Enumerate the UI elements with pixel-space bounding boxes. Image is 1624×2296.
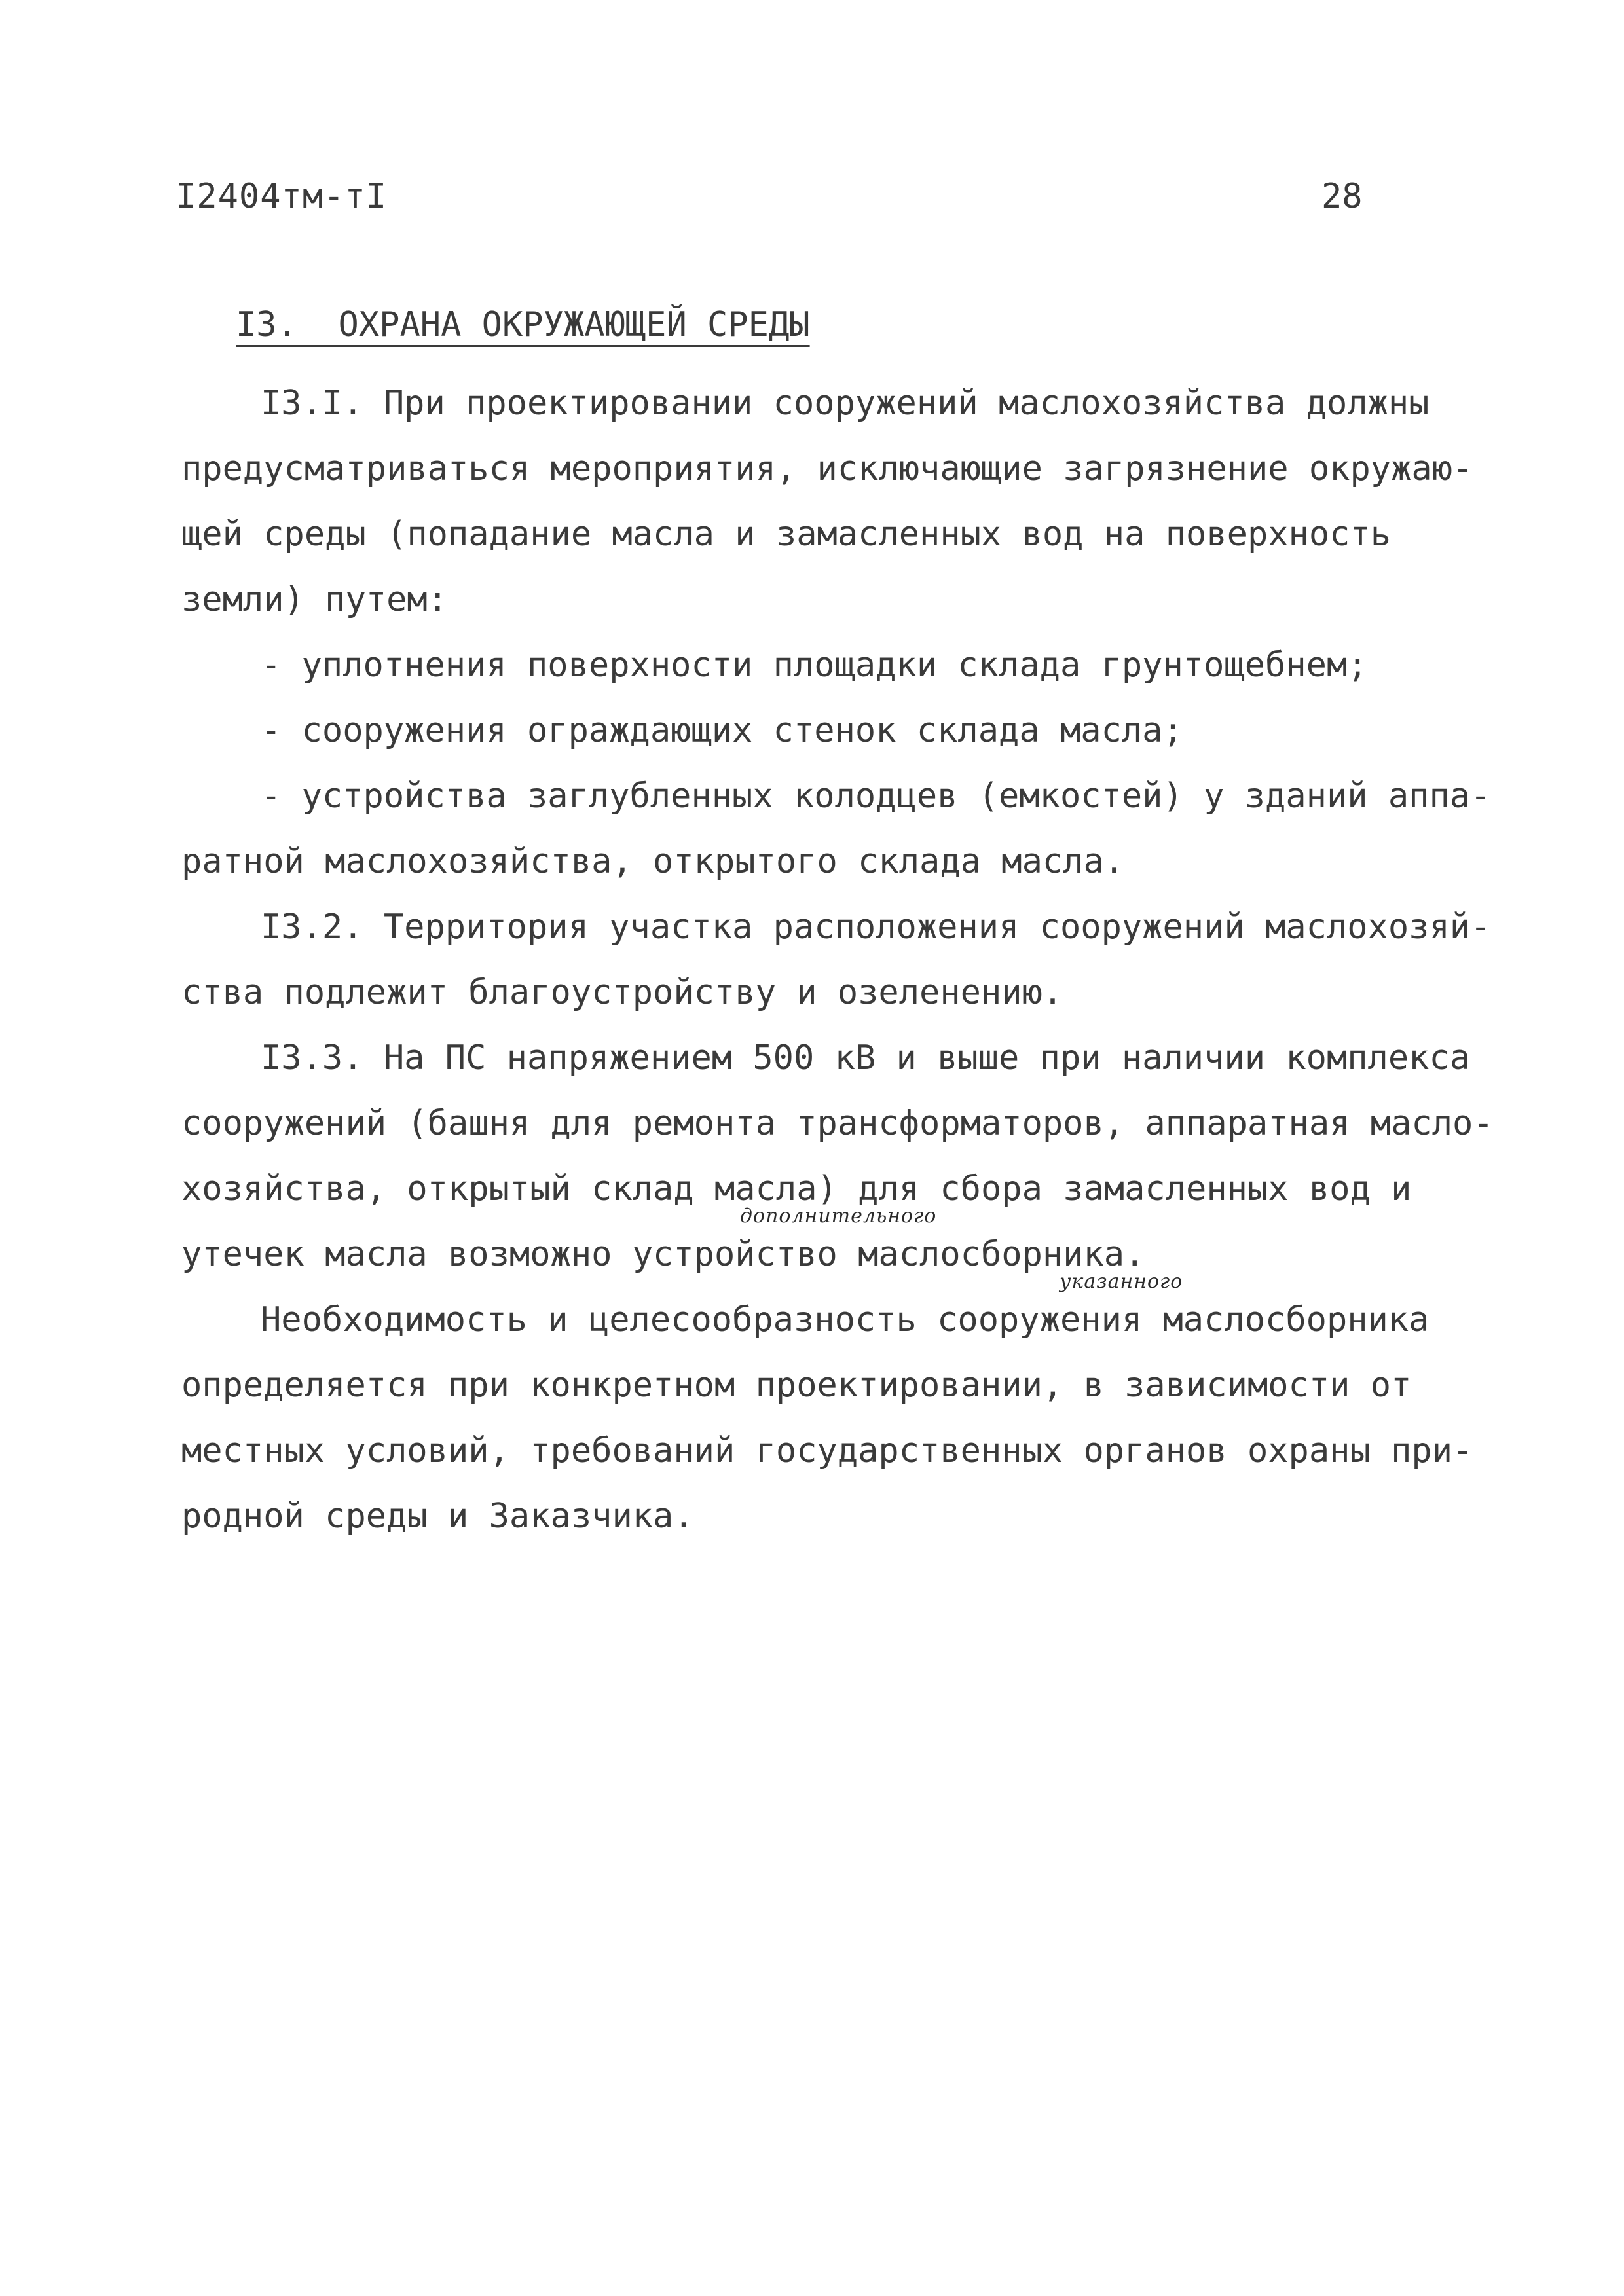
paragraph-line: ства подлежит благоустройству и озеленению. bbox=[181, 973, 1063, 1012]
paragraph-line: земли) путем: bbox=[181, 580, 448, 619]
paragraph-line: I3.I. При проектировании сооружений маслохозяйства должны bbox=[261, 384, 1430, 423]
section-heading: I3. ОХРАНА ОКРУЖАЮЩЕЙ СРЕДЫ bbox=[236, 305, 810, 344]
paragraph-line: I3.2. Территория участка расположения сооружений маслохозяй- bbox=[261, 907, 1491, 947]
list-item: - уплотнения поверхности площадки склада грунтощебнем; bbox=[261, 646, 1368, 685]
list-item: - сооружения ограждающих стенок склада масла; bbox=[261, 711, 1183, 750]
paragraph-line: утечек масла возможно устройство маслосборника. bbox=[181, 1235, 1145, 1274]
paragraph-line: родной среды и Заказчика. bbox=[181, 1497, 694, 1536]
paragraph-line: I3.3. На ПС напряжением 500 кВ и выше при наличии комплекса bbox=[261, 1038, 1471, 1078]
paragraph-line: Необходимость и целесообразность сооружения маслосборника bbox=[261, 1300, 1430, 1339]
paragraph-line: ратной маслохозяйства, открытого склада масла. bbox=[181, 842, 1125, 881]
paragraph-line: сооружений (башня для ремонта трансформаторов, аппаратная масло- bbox=[181, 1104, 1494, 1143]
paragraph-line: предусматриваться мероприятия, исключающие загрязнение окружаю- bbox=[181, 449, 1473, 488]
paragraph-line: местных условий, требований государственных органов охраны при- bbox=[181, 1431, 1473, 1470]
paragraph-line: определяется при конкретном проектировании, в зависимости от bbox=[181, 1366, 1412, 1405]
handwritten-insertion: указанного bbox=[1060, 1270, 1183, 1293]
paragraph-line: хозяйства, открытый склад масла) для сбора замасленных вод и bbox=[181, 1169, 1412, 1209]
list-item: - устройства заглубленных колодцев (емкостей) у зданий аппа- bbox=[261, 776, 1491, 816]
page-number: 28 bbox=[1321, 177, 1363, 216]
paragraph-line: щей среды (попадание масла и замасленных вод на поверхность bbox=[181, 515, 1392, 554]
document-code: I2404тм-тI bbox=[175, 177, 388, 216]
handwritten-insertion: дополнительного bbox=[740, 1205, 937, 1228]
